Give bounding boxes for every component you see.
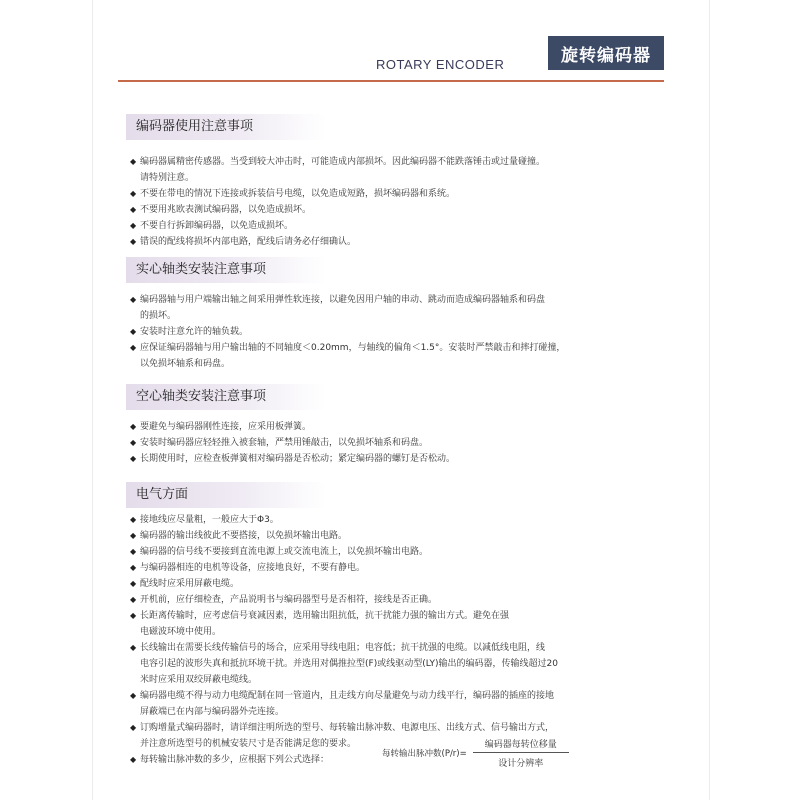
list-item: [130, 340, 670, 372]
list-item: [130, 324, 670, 340]
list-item-text: 编码器电缆不得与动力电缆配制在同一管道内，且走线方向尽量避免与动力线平行，编码器的插座的接地: [140, 691, 555, 701]
list-item-text: 以免损坏轴系和码盘。: [140, 359, 231, 369]
formula-denominator: 设计分辨率: [498, 759, 544, 769]
list-item: [130, 186, 670, 202]
list-item-text: 与编码器相连的电机等设备，应接地良好，不要有静电。: [140, 563, 366, 573]
list-item-text: 编码器的输出线彼此不要搭接，以免损坏输出电路。: [140, 531, 348, 541]
list-item-text: 米时应采用双绞屏蔽电缆线。: [140, 675, 258, 685]
list-item-text: 订购增量式编码器时，请详细注明所选的型号、每转输出脉冲数、电源电压、出线方式、信号输出方式，: [140, 723, 555, 733]
list-item: [130, 688, 670, 720]
list-item-text: 应保证编码器轴与用户输出轴的不同轴度＜0.20mm，与轴线的偏角＜1.5°。安装时严禁敲击和摔打碰撞，: [140, 343, 566, 353]
list-item-text: 屏蔽端已在内部与编码器外壳连接。: [140, 707, 285, 717]
pulse-formula: [382, 737, 569, 769]
formula-fraction: [473, 737, 569, 769]
list-item: [130, 292, 670, 324]
bullet-icon: ◆: [130, 515, 137, 524]
bullet-icon: ◆: [130, 531, 137, 540]
section-list-usage: [130, 154, 670, 250]
bullet-icon: ◆: [130, 611, 137, 620]
bullet-icon: ◆: [130, 755, 137, 764]
list-item: [130, 154, 670, 186]
list-item-text: 长期使用时，应检查板弹簧相对编码器是否松动；紧定编码器的螺钉是否松动。: [140, 454, 456, 464]
list-item-text: 长距离传输时，应考虑信号衰减因素，选用输出阻抗低，抗干扰能力强的输出方式。避免在强: [140, 611, 510, 621]
section-heading-usage: 编码器使用注意事项: [126, 114, 326, 140]
list-item-text: 接地线应尽量粗，一般应大于Φ3。: [140, 515, 279, 525]
list-item: [130, 202, 670, 218]
bullet-icon: ◆: [130, 723, 137, 732]
formula-lhs: 每转输出脉冲数(P/r)=: [382, 749, 467, 759]
list-item: [130, 451, 670, 467]
list-item-text: 每转输出脉冲数的多少，应根据下列公式选择：: [140, 755, 330, 765]
list-item: [130, 435, 670, 451]
bullet-icon: ◆: [130, 237, 137, 246]
section-heading-solid-shaft: 实心轴类安装注意事项: [126, 257, 326, 283]
list-item-text: 要避免与编码器刚性连接，应采用板弹簧。: [140, 422, 312, 432]
list-item: [130, 528, 670, 544]
list-item-text: 不要自行拆卸编码器，以免造成损坏。: [140, 221, 294, 231]
list-item-text: 编码器的信号线不要接到直流电源上或交流电流上，以免损坏输出电路。: [140, 547, 429, 557]
list-item: [130, 560, 670, 576]
bullet-icon: ◆: [130, 454, 137, 463]
list-item-text: 电磁波环境中使用。: [140, 627, 222, 637]
list-item: [130, 592, 670, 608]
list-item-text: 编码器轴与用户端输出轴之间采用弹性软连接，以避免因用户轴的串动、跳动而造成编码器轴系和码盘: [140, 295, 546, 305]
list-item: [130, 512, 670, 528]
bullet-icon: ◆: [130, 157, 137, 166]
bullet-icon: ◆: [130, 343, 137, 352]
header-divider: [118, 80, 664, 82]
list-item: [130, 576, 670, 592]
list-item: [130, 419, 670, 435]
list-item-text: 电容引起的波形失真和抵抗环境干扰。并选用对偶推拉型(F)或线驱动型(LY)输出的编码器，传输线超过20: [140, 659, 558, 669]
list-item-text: 的损坏。: [140, 311, 177, 321]
bullet-icon: ◆: [130, 205, 137, 214]
list-item: [130, 640, 670, 688]
bullet-icon: ◆: [130, 438, 137, 447]
list-item-text: 配线时应采用屏蔽电缆。: [140, 579, 240, 589]
bullet-icon: ◆: [130, 189, 137, 198]
list-item-text: 不要在带电的情况下连接或拆装信号电缆，以免造成短路，损坏编码器和系统。: [140, 189, 456, 199]
section-list-electrical: [130, 512, 670, 768]
list-item-text: 安装时编码器应轻轻推入被套轴，严禁用锤敲击，以免损坏轴系和码盘。: [140, 438, 429, 448]
bullet-icon: ◆: [130, 563, 137, 572]
list-item: [130, 608, 670, 640]
section-list-solid-shaft: [130, 292, 670, 372]
bullet-icon: ◆: [130, 547, 137, 556]
bullet-icon: ◆: [130, 643, 137, 652]
list-item-text: 不要用兆欧表测试编码器，以免造成损坏。: [140, 205, 312, 215]
header-title-en: ROTARY ENCODER: [376, 57, 505, 72]
bullet-icon: ◆: [130, 691, 137, 700]
formula-numerator: 编码器每转位移量: [473, 737, 569, 753]
list-item-text: 并注意所选型号的机械安装尺寸是否能满足您的要求。: [140, 739, 357, 749]
list-item-text: 编码器属精密传感器。当受到较大冲击时，可能造成内部损坏。因此编码器不能跌落锤击或过量碰撞。: [140, 157, 546, 167]
bullet-icon: ◆: [130, 422, 137, 431]
header-title-badge: 旋转编码器: [548, 36, 664, 70]
bullet-icon: ◆: [130, 595, 137, 604]
section-heading-electrical: 电气方面: [126, 482, 326, 508]
list-item-text: 长线输出在需要长线传输信号的场合，应采用导线电阻；电容低；抗干扰强的电缆。以减低线电阻，线: [140, 643, 546, 653]
bullet-icon: ◆: [130, 579, 137, 588]
list-item: [130, 544, 670, 560]
section-list-hollow-shaft: [130, 419, 670, 467]
list-item: [130, 234, 670, 250]
list-item: [130, 218, 670, 234]
bullet-icon: ◆: [130, 221, 137, 230]
section-heading-hollow-shaft: 空心轴类安装注意事项: [126, 384, 326, 410]
list-item-text: 开机前，应仔细检查，产品说明书与编码器型号是否相符，接线是否正确。: [140, 595, 438, 605]
list-item-text: 请特别注意。: [140, 173, 195, 183]
bullet-icon: ◆: [130, 295, 137, 304]
list-item-text: 安装时注意允许的轴负载。: [140, 327, 249, 337]
list-item-text: 错误的配线将损坏内部电路，配线后请务必仔细确认。: [140, 237, 357, 247]
bullet-icon: ◆: [130, 327, 137, 336]
